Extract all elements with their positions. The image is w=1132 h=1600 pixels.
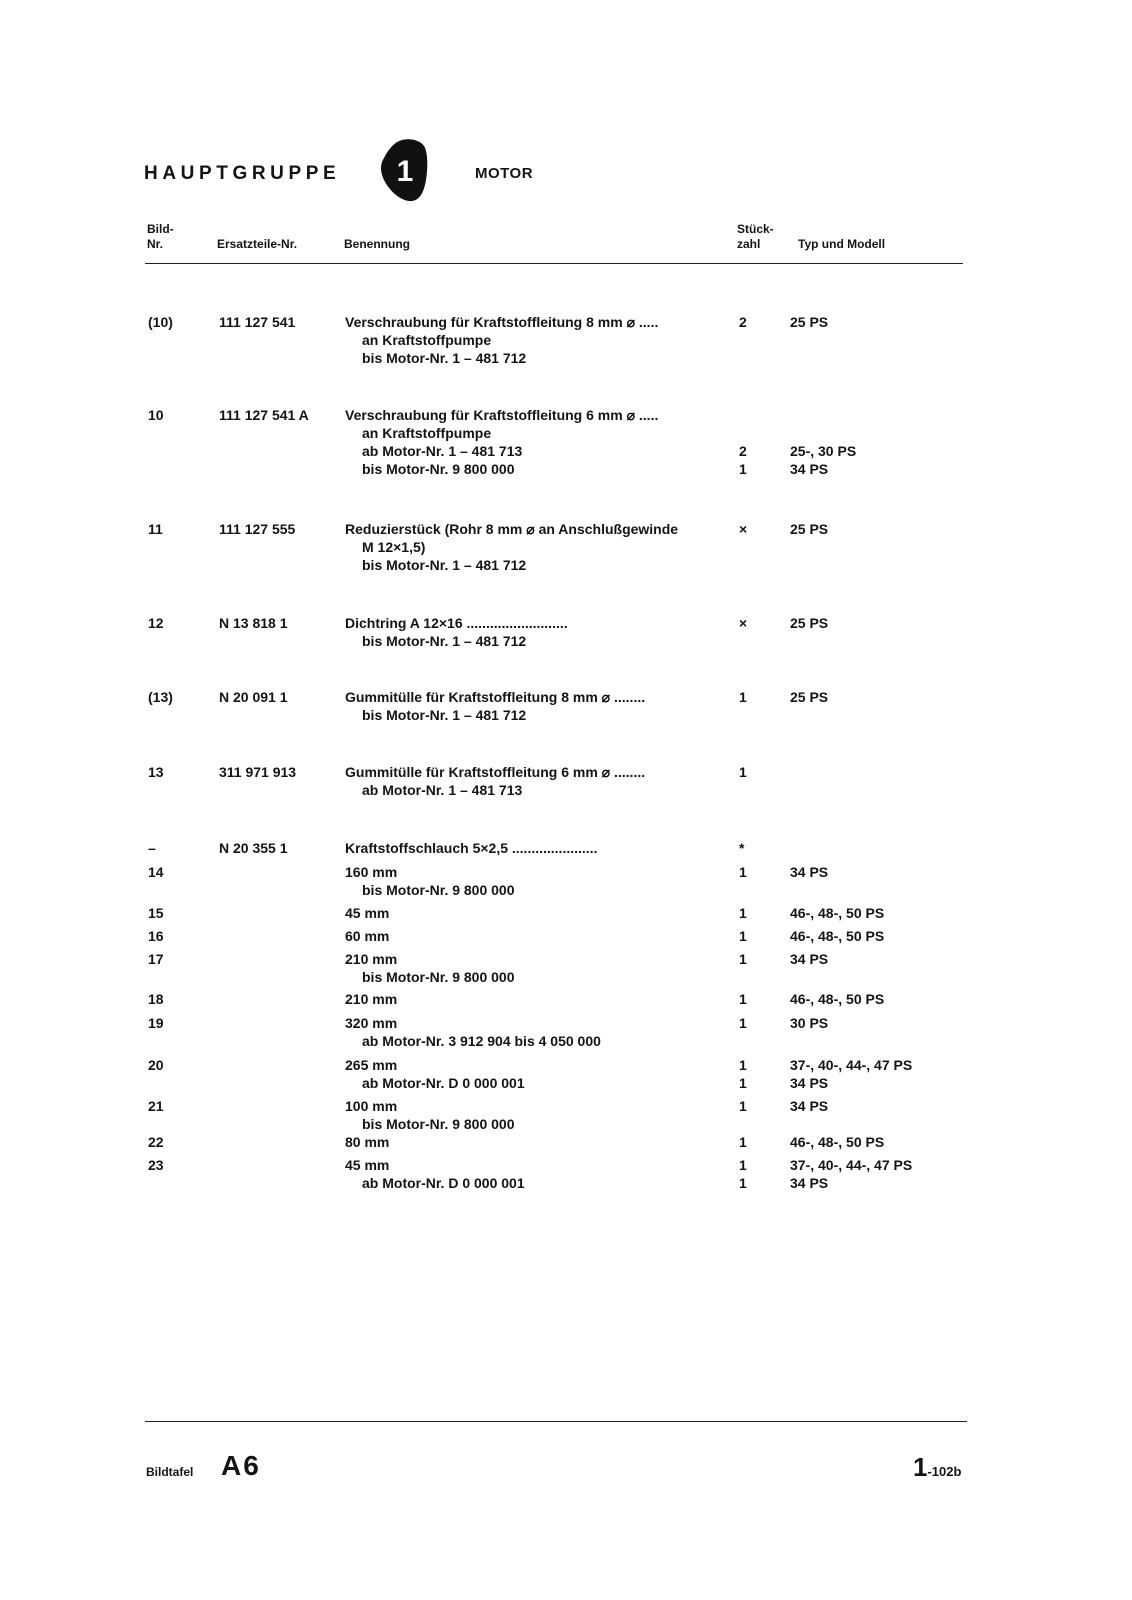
type-model	[790, 904, 884, 922]
header-rule	[145, 263, 963, 264]
description-line: Gummitülle für Kraftstoffleitung 8 mm ⌀ ........	[345, 689, 646, 705]
bild-nr: 13	[148, 764, 164, 780]
quantity-line: 1	[739, 1057, 747, 1073]
type-model-line: 37-, 40-, 44-, 47 PS	[790, 1157, 913, 1173]
description	[345, 904, 389, 922]
quantity	[739, 313, 747, 331]
description	[345, 839, 597, 857]
description	[345, 614, 568, 650]
description	[345, 1097, 515, 1133]
description-line: ab Motor-Nr. D 0 000 001	[362, 1175, 525, 1191]
quantity	[739, 1097, 747, 1115]
bild-nr: –	[148, 840, 156, 856]
type-model-line: 34 PS	[790, 1098, 829, 1114]
quantity-line	[739, 406, 747, 424]
description-line: bis Motor-Nr. 1 – 481 712	[362, 557, 527, 573]
description	[345, 406, 658, 478]
description-line: bis Motor-Nr. 1 – 481 712	[362, 350, 527, 366]
type-model-line: 46-, 48-, 50 PS	[790, 928, 885, 944]
type-model-line: 30 PS	[790, 1015, 829, 1031]
part-number: N 20 091 1	[219, 689, 288, 705]
col-ersatzteil-heading: Ersatzteile-Nr.	[217, 237, 298, 251]
bild-nr: 20	[148, 1057, 164, 1073]
page-number-suffix: -102b	[927, 1464, 962, 1479]
quantity	[739, 614, 747, 632]
description-line: 320 mm	[345, 1015, 398, 1031]
description-line: 80 mm	[345, 1134, 390, 1150]
quantity-line	[739, 424, 747, 442]
part-number: 311 971 913	[219, 764, 297, 780]
quantity	[739, 1056, 747, 1092]
description-line: 210 mm	[345, 951, 398, 967]
quantity-line: 1	[739, 991, 747, 1007]
bild-nr: 15	[148, 905, 164, 921]
description-line: bis Motor-Nr. 1 – 481 712	[362, 633, 527, 649]
description	[345, 950, 515, 986]
bild-nr: 10	[148, 407, 164, 423]
description	[345, 990, 397, 1008]
quantity-line: 1	[739, 928, 747, 944]
description-line: ab Motor-Nr. 3 912 904 bis 4 050 000	[362, 1033, 601, 1049]
description	[345, 1014, 601, 1050]
bild-nr: 14	[148, 864, 164, 880]
type-model-line: 25-, 30 PS	[790, 443, 857, 459]
type-model-line: 34 PS	[790, 461, 829, 477]
type-model	[790, 1056, 912, 1092]
page-number	[913, 1452, 961, 1483]
footer-label: Bildtafel	[146, 1465, 194, 1479]
description-line: 210 mm	[345, 991, 398, 1007]
quantity-line: 1	[739, 689, 747, 705]
type-model	[790, 950, 828, 968]
type-model	[790, 614, 828, 632]
part-number: 111 127 555	[219, 521, 296, 537]
quantity-line: 2	[739, 443, 747, 459]
quantity-line: *	[739, 840, 745, 856]
description-line: M 12×1,5)	[362, 539, 426, 555]
description-line: 60 mm	[345, 928, 390, 944]
type-model	[790, 1133, 884, 1151]
quantity-line: 1	[739, 1075, 747, 1091]
description-line: an Kraftstoffpumpe	[362, 332, 492, 348]
type-model	[790, 1156, 912, 1192]
type-model-line: 34 PS	[790, 951, 829, 967]
description-line: Kraftstoffschlauch 5×2,5 ......................	[345, 840, 598, 856]
quantity	[739, 688, 747, 706]
bild-nr: 23	[148, 1157, 164, 1173]
description	[345, 313, 658, 367]
quantity-line: 1	[739, 951, 747, 967]
col-typ-heading: Typ und Modell	[798, 237, 886, 251]
type-model-line: 34 PS	[790, 1075, 829, 1091]
part-number: 111 127 541	[219, 314, 296, 330]
bild-nr: 22	[148, 1134, 164, 1150]
col-benennung-heading: Benennung	[344, 237, 410, 251]
quantity-line: 1	[739, 1134, 747, 1150]
description-line: bis Motor-Nr. 1 – 481 712	[362, 707, 527, 723]
type-model-line: 34 PS	[790, 1175, 829, 1191]
badge-shape	[380, 138, 430, 202]
type-model-line: 25 PS	[790, 314, 829, 330]
description-line: 160 mm	[345, 864, 398, 880]
description-line: ab Motor-Nr. 1 – 481 713	[362, 443, 523, 459]
footer-rule	[145, 1421, 967, 1422]
description-line: bis Motor-Nr. 9 800 000	[362, 969, 515, 985]
description-line: Verschraubung für Kraftstoffleitung 8 mm ⌀ .....	[345, 314, 659, 330]
type-model-line: 37-, 40-, 44-, 47 PS	[790, 1057, 913, 1073]
quantity	[739, 950, 747, 968]
description-line: an Kraftstoffpumpe	[362, 425, 492, 441]
col-bild-heading	[147, 222, 174, 252]
description-line: bis Motor-Nr. 9 800 000	[362, 461, 515, 477]
description-line: bis Motor-Nr. 9 800 000	[362, 882, 515, 898]
col-bild-line1: Bild-	[147, 222, 174, 236]
group-number: 1	[396, 155, 414, 188]
description	[345, 1156, 525, 1192]
quantity-line: 1	[739, 864, 747, 880]
bild-nr: 18	[148, 991, 164, 1007]
description-line: Reduzierstück (Rohr 8 mm ⌀ an Anschlußgewinde	[345, 521, 679, 537]
bild-nr: 11	[148, 521, 163, 537]
quantity-line: ×	[739, 615, 748, 631]
description-line: ab Motor-Nr. 1 – 481 713	[362, 782, 523, 798]
type-model-line: 25 PS	[790, 615, 829, 631]
type-model	[790, 313, 828, 331]
quantity-line: 2	[739, 314, 747, 330]
quantity	[739, 863, 747, 881]
description-line: Gummitülle für Kraftstoffleitung 6 mm ⌀ ........	[345, 764, 646, 780]
description	[345, 1133, 389, 1151]
part-number: N 20 355 1	[219, 840, 288, 856]
quantity-line: 1	[739, 461, 747, 477]
quantity-line: ×	[739, 521, 748, 537]
quantity	[739, 927, 747, 945]
bild-nr: 19	[148, 1015, 164, 1031]
quantity	[739, 1156, 747, 1192]
col-bild-line2: Nr.	[147, 237, 164, 251]
description-line: bis Motor-Nr. 9 800 000	[362, 1116, 515, 1132]
type-model	[790, 1014, 828, 1032]
quantity	[739, 1133, 747, 1151]
description-line: 100 mm	[345, 1098, 398, 1114]
description	[345, 863, 515, 899]
quantity-line: 1	[739, 1098, 747, 1114]
description	[345, 688, 645, 724]
type-model-line: 46-, 48-, 50 PS	[790, 991, 885, 1007]
bild-nr: 21	[148, 1098, 164, 1114]
group-label: HAUPTGRUPPE	[144, 163, 341, 184]
quantity	[739, 406, 747, 478]
description	[345, 763, 645, 799]
type-model	[790, 406, 856, 478]
group-number-badge	[380, 138, 430, 202]
bild-nr: (13)	[148, 689, 173, 705]
type-model	[790, 927, 884, 945]
quantity-line: 1	[739, 905, 747, 921]
description-line: 45 mm	[345, 905, 390, 921]
col-stueckzahl-heading	[737, 222, 774, 252]
description	[345, 520, 678, 574]
bild-nr: 12	[148, 615, 164, 631]
description-line: ab Motor-Nr. D 0 000 001	[362, 1075, 525, 1091]
quantity	[739, 839, 744, 857]
type-model	[790, 863, 828, 881]
bild-nr: 16	[148, 928, 164, 944]
col-stueck-line1: Stück-	[737, 222, 774, 236]
quantity	[739, 904, 747, 922]
part-number: 111 127 541 A	[219, 407, 309, 423]
description	[345, 927, 389, 945]
type-model-line	[790, 406, 856, 424]
type-model-line: 46-, 48-, 50 PS	[790, 905, 885, 921]
description-line: 45 mm	[345, 1157, 390, 1173]
description	[345, 1056, 525, 1092]
quantity-line: 1	[739, 1015, 747, 1031]
plate-number: A6	[221, 1450, 261, 1481]
part-number: N 13 818 1	[219, 615, 288, 631]
type-model-line: 34 PS	[790, 864, 829, 880]
bild-nr: (10)	[148, 314, 173, 330]
group-name: MOTOR	[475, 165, 534, 182]
type-model-line	[790, 424, 856, 442]
page-number-main: 1	[913, 1452, 928, 1482]
type-model	[790, 1097, 828, 1115]
col-stueck-line2: zahl	[737, 237, 761, 251]
bild-nr: 17	[148, 951, 164, 967]
quantity-line: 1	[739, 1157, 747, 1173]
description-line: Dichtring A 12×16 ..........................	[345, 615, 568, 631]
type-model	[790, 520, 828, 538]
description-line: 265 mm	[345, 1057, 398, 1073]
type-model-line: 25 PS	[790, 521, 829, 537]
quantity	[739, 520, 747, 538]
description-line: Verschraubung für Kraftstoffleitung 6 mm ⌀ .....	[345, 407, 659, 423]
quantity	[739, 990, 747, 1008]
type-model-line: 25 PS	[790, 689, 829, 705]
quantity	[739, 1014, 747, 1032]
quantity-line: 1	[739, 1175, 747, 1191]
type-model	[790, 990, 884, 1008]
type-model-line: 46-, 48-, 50 PS	[790, 1134, 885, 1150]
type-model	[790, 688, 828, 706]
quantity	[739, 763, 747, 781]
quantity-line: 1	[739, 764, 747, 780]
